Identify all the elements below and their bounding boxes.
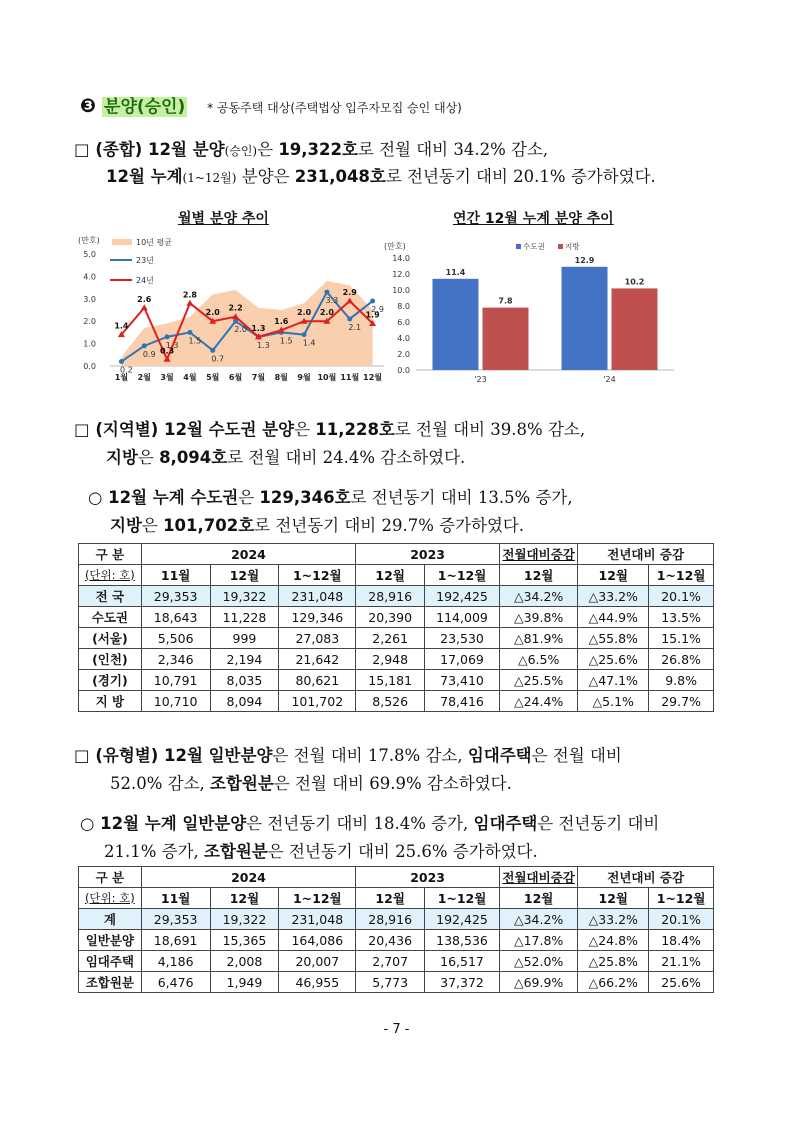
table-cell: △39.8% bbox=[499, 607, 577, 628]
legend-swatch bbox=[516, 244, 521, 249]
table-cell: △34.2% bbox=[499, 586, 577, 607]
data-label: 1.4 bbox=[114, 321, 129, 331]
data-label: 1.4 bbox=[302, 338, 316, 348]
table-cell: 15,181 bbox=[356, 670, 425, 691]
type-table bbox=[78, 866, 714, 993]
y-unit-label: (만호) bbox=[384, 242, 406, 251]
table-cell: 1,949 bbox=[210, 972, 279, 993]
table-subheader: 1~12월 bbox=[425, 565, 500, 586]
table-cell: 231,048 bbox=[279, 586, 356, 607]
table-cell: △25.6% bbox=[578, 649, 649, 670]
table-cell: 20.1% bbox=[649, 586, 714, 607]
bar bbox=[562, 267, 608, 370]
table-subheader: 1~12월 bbox=[279, 888, 356, 909]
table-row bbox=[79, 930, 714, 951]
y-tick-label: 4.0 bbox=[397, 334, 410, 343]
section-note: * 공동주택 대상(주택법상 입주자모집 승인 대상) bbox=[207, 101, 462, 115]
table-cell: 18.4% bbox=[649, 930, 714, 951]
annual-chart-title: 연간 12월 누계 분양 추이 bbox=[453, 211, 614, 227]
table-cell: 11,228 bbox=[210, 607, 279, 628]
row-header: 계 bbox=[79, 909, 142, 930]
data-label: 2.0 bbox=[205, 308, 220, 318]
bytype-line-1: □ (유형별) 12월 일반분양은 전월 대비 17.8% 감소, 임대주택은 전월 대비 bbox=[74, 746, 622, 765]
page-number: - 7 - bbox=[383, 1022, 410, 1037]
row-header: 조합원분 bbox=[79, 972, 142, 993]
summary-line-1: □ (종합) 12월 분양(승인)은 19,322호로 전월 대비 34.2% 감소, bbox=[74, 140, 549, 159]
table-unit: (단위: 호) bbox=[79, 888, 142, 909]
section-heading: 분양(승인) bbox=[104, 97, 186, 117]
table-cell: △33.2% bbox=[578, 909, 649, 930]
summary-line-2: 12월 누계(1~12월) 분양은 231,048호로 전년동기 대비 20.1% 증가하였다. bbox=[106, 167, 656, 186]
table-subheader: 12월 bbox=[210, 888, 279, 909]
legend-label: 10년 평균 bbox=[136, 238, 172, 247]
table-header-gubun: 구 분 bbox=[79, 544, 142, 565]
regional-sub-1: ○ 12월 누계 수도권은 129,346호로 전년동기 대비 13.5% 증가, bbox=[88, 488, 573, 507]
legend-label: 24년 bbox=[136, 276, 154, 285]
legend-swatch bbox=[112, 239, 132, 245]
table-subheader: 12월 bbox=[210, 565, 279, 586]
table-subheader: 12월 bbox=[499, 565, 577, 586]
table-subheader: 1~12월 bbox=[279, 565, 356, 586]
table-cell: △52.0% bbox=[499, 951, 577, 972]
table-cell: △55.8% bbox=[578, 628, 649, 649]
x-tick-label: '24 bbox=[603, 375, 616, 384]
table-cell: 5,773 bbox=[356, 972, 425, 993]
row-header: 임대주택 bbox=[79, 951, 142, 972]
table-cell: 20,436 bbox=[356, 930, 425, 951]
table-cell: 19,322 bbox=[210, 909, 279, 930]
x-tick-label: 6월 bbox=[228, 373, 243, 382]
data-label: 2.9 bbox=[342, 288, 357, 298]
legend-label: 수도권 bbox=[523, 242, 545, 251]
annual-supply-chart bbox=[384, 238, 680, 388]
table-row bbox=[79, 972, 714, 993]
table-subheader: 11월 bbox=[141, 888, 210, 909]
row-header: (인천) bbox=[79, 649, 142, 670]
data-label: 1.3 bbox=[165, 340, 179, 350]
data-label: 2.0 bbox=[234, 325, 247, 335]
table-cell: 18,643 bbox=[141, 607, 210, 628]
table-row bbox=[79, 628, 714, 649]
data-point bbox=[119, 359, 124, 364]
table-cell: △5.1% bbox=[578, 691, 649, 712]
y-tick-label: 1.0 bbox=[83, 339, 96, 349]
table-cell: 27,083 bbox=[279, 628, 356, 649]
table-cell: 78,416 bbox=[425, 691, 500, 712]
table-subheader: 12월 bbox=[578, 565, 649, 586]
y-tick-label: 4.0 bbox=[83, 272, 96, 282]
y-tick-label: 2.0 bbox=[397, 350, 410, 359]
data-point bbox=[370, 299, 375, 304]
data-label: 11.4 bbox=[445, 267, 466, 277]
table-cell: △81.9% bbox=[499, 628, 577, 649]
table-cell: 8,526 bbox=[356, 691, 425, 712]
table-cell: 6,476 bbox=[141, 972, 210, 993]
row-header: 수도권 bbox=[79, 607, 142, 628]
regional-table bbox=[78, 543, 714, 712]
x-tick-label: 8월 bbox=[274, 373, 288, 382]
table-cell: 28,916 bbox=[356, 909, 425, 930]
table-cell: 19,322 bbox=[210, 586, 279, 607]
y-tick-label: 14.0 bbox=[392, 254, 410, 263]
data-label: 3.3 bbox=[325, 296, 339, 306]
monthly-supply-chart bbox=[74, 232, 394, 388]
table-cell: 25.6% bbox=[649, 972, 714, 993]
table-cell: 9.8% bbox=[649, 670, 714, 691]
table-cell: 17,069 bbox=[425, 649, 500, 670]
legend-swatch bbox=[558, 244, 563, 249]
table-cell: 46,955 bbox=[279, 972, 356, 993]
data-label: 2.9 bbox=[371, 305, 384, 315]
row-header: (경기) bbox=[79, 670, 142, 691]
y-unit-label: (만호) bbox=[78, 236, 100, 245]
table-cell: 2,261 bbox=[356, 628, 425, 649]
table-cell: 29,353 bbox=[141, 586, 210, 607]
section-number: ❸ bbox=[80, 95, 97, 117]
table-subheader: 11월 bbox=[141, 565, 210, 586]
table-subheader: 1~12월 bbox=[425, 888, 500, 909]
table-row bbox=[79, 607, 714, 628]
table-header-2024: 2024 bbox=[141, 544, 356, 565]
table-cell: 29,353 bbox=[141, 909, 210, 930]
table-cell: 15.1% bbox=[649, 628, 714, 649]
table-cell: 10,791 bbox=[141, 670, 210, 691]
x-tick-label: 7월 bbox=[251, 373, 266, 382]
table-cell: 13.5% bbox=[649, 607, 714, 628]
table-cell: 2,194 bbox=[210, 649, 279, 670]
data-label: 10.2 bbox=[624, 277, 645, 287]
x-tick-label: 4월 bbox=[183, 373, 197, 382]
y-tick-label: 8.0 bbox=[397, 302, 410, 311]
table-cell: 10,710 bbox=[141, 691, 210, 712]
table-cell: 37,372 bbox=[425, 972, 500, 993]
table-cell: 4,186 bbox=[141, 951, 210, 972]
table-cell: 138,536 bbox=[425, 930, 500, 951]
data-label: 1.9 bbox=[365, 310, 380, 320]
bytype-sub-2: 21.1% 증가, 조합원분은 전년동기 대비 25.6% 증가하였다. bbox=[104, 842, 538, 861]
table-cell: △34.2% bbox=[499, 909, 577, 930]
table-cell: 23,530 bbox=[425, 628, 500, 649]
table-cell: △24.8% bbox=[578, 930, 649, 951]
table-header-yoy: 전년대비 증감 bbox=[578, 867, 714, 888]
data-label: 1.6 bbox=[274, 317, 289, 327]
x-tick-label: 10월 bbox=[317, 373, 337, 382]
x-tick-label: 12월 bbox=[363, 373, 383, 382]
x-tick-label: 2월 bbox=[137, 373, 151, 382]
table-header-2023: 2023 bbox=[356, 867, 500, 888]
table-subheader: 1~12월 bbox=[649, 565, 714, 586]
table-cell: 114,009 bbox=[425, 607, 500, 628]
data-label: 0.7 bbox=[211, 354, 225, 364]
data-label: 2.2 bbox=[228, 303, 243, 313]
table-cell: 16,517 bbox=[425, 951, 500, 972]
table-row bbox=[79, 951, 714, 972]
table-cell: 8,035 bbox=[210, 670, 279, 691]
table-cell: △66.2% bbox=[578, 972, 649, 993]
x-tick-label: 1월 bbox=[114, 373, 129, 382]
table-cell: 231,048 bbox=[279, 909, 356, 930]
table-cell: 20,007 bbox=[279, 951, 356, 972]
data-label: 2.0 bbox=[319, 308, 335, 318]
table-cell: △25.5% bbox=[499, 670, 577, 691]
table-subheader: 12월 bbox=[499, 888, 577, 909]
data-label: 7.8 bbox=[498, 296, 513, 306]
table-row bbox=[79, 909, 714, 930]
data-label: 1.3 bbox=[257, 340, 270, 350]
x-tick-label: '23 bbox=[474, 375, 487, 384]
y-tick-label: 3.0 bbox=[83, 294, 96, 304]
table-cell: 8,094 bbox=[210, 691, 279, 712]
bytype-sub-1: ○ 12월 누계 일반분양은 전년동기 대비 18.4% 증가, 임대주택은 전년동기 대비 bbox=[80, 814, 660, 833]
table-subheader: 12월 bbox=[356, 888, 425, 909]
table-unit: (단위: 호) bbox=[79, 565, 142, 586]
table-row bbox=[79, 670, 714, 691]
table-subheader: 12월 bbox=[356, 565, 425, 586]
table-cell: 29.7% bbox=[649, 691, 714, 712]
data-label: 12.9 bbox=[574, 255, 595, 265]
table-header-mom: 전월대비증감 bbox=[499, 867, 577, 888]
table-cell: 80,621 bbox=[279, 670, 356, 691]
table-cell: △6.5% bbox=[499, 649, 577, 670]
table-cell: 192,425 bbox=[425, 586, 500, 607]
data-label: 2.6 bbox=[137, 294, 152, 304]
table-header-gubun: 구 분 bbox=[79, 867, 142, 888]
bytype-line-2: 52.0% 감소, 조합원분은 전월 대비 69.9% 감소하였다. bbox=[110, 774, 512, 793]
table-cell: 192,425 bbox=[425, 909, 500, 930]
table-cell: △25.8% bbox=[578, 951, 649, 972]
data-label: 1.3 bbox=[251, 323, 266, 333]
regional-line-2: 지방은 8,094호로 전월 대비 24.4% 감소하였다. bbox=[106, 448, 466, 467]
section-title bbox=[80, 92, 462, 117]
table-cell: 2,346 bbox=[141, 649, 210, 670]
table-cell: 2,008 bbox=[210, 951, 279, 972]
table-subheader: 1~12월 bbox=[649, 888, 714, 909]
y-tick-label: 0.0 bbox=[83, 362, 96, 371]
table-cell: 73,410 bbox=[425, 670, 500, 691]
row-header: 전 국 bbox=[79, 586, 142, 607]
bar bbox=[483, 308, 529, 370]
table-header-yoy: 전년대비 증감 bbox=[578, 544, 714, 565]
y-tick-label: 5.0 bbox=[83, 250, 96, 259]
row-header: (서울) bbox=[79, 628, 142, 649]
data-point bbox=[165, 334, 170, 339]
table-cell: 5,506 bbox=[141, 628, 210, 649]
row-header: 일반분양 bbox=[79, 930, 142, 951]
data-point bbox=[324, 290, 329, 295]
table-cell: 21,642 bbox=[279, 649, 356, 670]
data-point bbox=[210, 348, 215, 353]
table-cell: △17.8% bbox=[499, 930, 577, 951]
y-tick-label: 2.0 bbox=[83, 317, 96, 327]
y-tick-label: 0.0 bbox=[397, 366, 410, 375]
regional-sub-2: 지방은 101,702호로 전년동기 대비 29.7% 증가하였다. bbox=[110, 516, 525, 535]
table-cell: △47.1% bbox=[578, 670, 649, 691]
bar bbox=[612, 288, 658, 370]
table-cell: 129,346 bbox=[279, 607, 356, 628]
row-header: 지 방 bbox=[79, 691, 142, 712]
table-cell: 2,948 bbox=[356, 649, 425, 670]
table-header-2023: 2023 bbox=[356, 544, 500, 565]
data-label: 0.2 bbox=[120, 365, 133, 375]
table-cell: 26.8% bbox=[649, 649, 714, 670]
table-row bbox=[79, 649, 714, 670]
x-tick-label: 9월 bbox=[297, 373, 311, 382]
data-label: 2.0 bbox=[296, 308, 312, 318]
monthly-chart-title: 월별 분양 추이 bbox=[178, 211, 269, 227]
data-point bbox=[347, 316, 352, 321]
table-cell: 18,691 bbox=[141, 930, 210, 951]
x-tick-label: 11월 bbox=[340, 373, 360, 382]
table-header-2024: 2024 bbox=[141, 867, 356, 888]
data-label: 0.9 bbox=[142, 349, 156, 359]
table-cell: 2,707 bbox=[356, 951, 425, 972]
data-label: 2.8 bbox=[182, 290, 198, 300]
table-cell: 999 bbox=[210, 628, 279, 649]
data-label: 1.5 bbox=[188, 336, 202, 346]
x-tick-label: 3월 bbox=[160, 373, 174, 382]
table-cell: 28,916 bbox=[356, 586, 425, 607]
legend-label: 23년 bbox=[136, 256, 154, 265]
data-point bbox=[187, 330, 192, 335]
table-cell: 21.1% bbox=[649, 951, 714, 972]
table-cell: △24.4% bbox=[499, 691, 577, 712]
x-tick-label: 5월 bbox=[206, 373, 220, 382]
table-row bbox=[79, 586, 714, 607]
data-point bbox=[302, 332, 307, 337]
regional-line-1: □ (지역별) 12월 수도권 분양은 11,228호로 전월 대비 39.8% 감소, bbox=[74, 420, 586, 439]
table-cell: △69.9% bbox=[499, 972, 577, 993]
table-header-mom: 전월대비증감 bbox=[499, 544, 577, 565]
data-point bbox=[142, 343, 147, 348]
data-point bbox=[186, 300, 193, 306]
data-label: 2.1 bbox=[348, 322, 362, 332]
table-subheader: 12월 bbox=[578, 888, 649, 909]
table-row bbox=[79, 691, 714, 712]
y-tick-label: 6.0 bbox=[397, 318, 410, 327]
table-cell: 164,086 bbox=[279, 930, 356, 951]
legend-label: 지방 bbox=[565, 242, 580, 251]
table-cell: 101,702 bbox=[279, 691, 356, 712]
y-tick-label: 12.0 bbox=[392, 270, 410, 279]
y-tick-label: 10.0 bbox=[392, 286, 410, 295]
table-cell: △33.2% bbox=[578, 586, 649, 607]
table-cell: 20.1% bbox=[649, 909, 714, 930]
table-cell: △44.9% bbox=[578, 607, 649, 628]
bar bbox=[433, 279, 479, 370]
table-cell: 20,390 bbox=[356, 607, 425, 628]
table-cell: 15,365 bbox=[210, 930, 279, 951]
data-label: 1.5 bbox=[279, 336, 293, 346]
data-label: 0.3 bbox=[159, 346, 175, 356]
data-point bbox=[141, 304, 148, 310]
